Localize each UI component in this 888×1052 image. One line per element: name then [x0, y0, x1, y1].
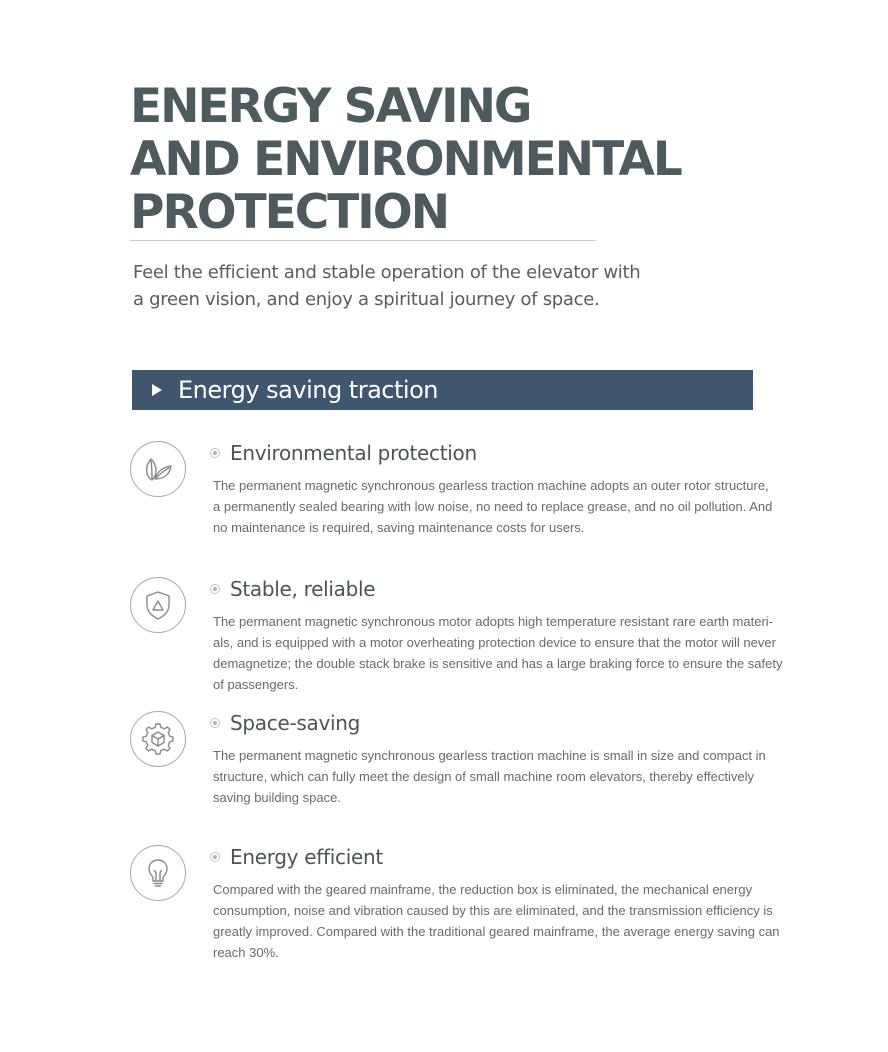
feature-description: [213, 879, 780, 963]
lightbulb-icon: [130, 845, 186, 901]
title-line: PROTECTION: [130, 185, 449, 240]
feature-description-line: The permanent magnetic synchronous gearless traction machine is small in size and compact in: [213, 748, 766, 763]
feature-title-row: [210, 711, 360, 735]
feature-description-line: saving building space.: [213, 790, 341, 805]
feature-description-line: consumption, noise and vibration caused by this are eliminated, and the transmission efficiency is: [213, 903, 773, 918]
feature-description-line: reach 30%.: [213, 945, 279, 960]
bullet-icon: [210, 584, 220, 594]
feature-description-line: als, and is equipped with a motor overheating protection device to ensure that the motor will never: [213, 635, 776, 650]
section-banner: [132, 370, 753, 410]
gear-cube-icon: [130, 711, 186, 767]
section-banner-label: Energy saving traction: [178, 376, 438, 404]
feature-description: [213, 475, 773, 538]
feature-description-line: Compared with the geared mainframe, the reduction box is eliminated, the mechanical energy: [213, 882, 753, 897]
intro-line: Feel the efficient and stable operation of the elevator with: [133, 262, 641, 283]
triangle-right-icon: [152, 384, 162, 396]
feature-description-line: structure, which can fully meet the design of small machine room elevators, thereby effectively: [213, 769, 754, 784]
shield-icon: [130, 577, 186, 633]
feature-title: Energy efficient: [230, 845, 383, 869]
bullet-icon: [210, 852, 220, 862]
feature-description-line: greatly improved. Compared with the traditional geared mainframe, the average energy saving can: [213, 924, 780, 939]
title-line: AND ENVIRONMENTAL: [130, 132, 681, 187]
feature-title: Environmental protection: [230, 441, 477, 465]
feature-title-row: [210, 441, 477, 465]
feature-description-line: a permanently sealed bearing with low noise, no need to replace grease, and no oil pollution. And: [213, 499, 773, 514]
feature-description-line: demagnetize; the double stack brake is sensitive and has a large braking force to ensure the safety: [213, 656, 783, 671]
feature-description: [213, 745, 773, 808]
intro-line: a green vision, and enjoy a spiritual journey of space.: [133, 289, 600, 310]
feature-title: Space-saving: [230, 711, 361, 735]
feature-description: [213, 611, 783, 695]
bullet-icon: [210, 718, 220, 728]
bullet-icon: [210, 448, 220, 458]
feature-description-line: no maintenance is required, saving maintenance costs for users.: [213, 520, 585, 535]
feature-description-line: The permanent magnetic synchronous motor adopts high temperature resistant rare earth materi-: [213, 614, 773, 629]
feature-description-line: The permanent magnetic synchronous gearless traction machine adopts an outer rotor structure,: [213, 478, 769, 493]
title-divider: [130, 240, 596, 241]
intro-text: [133, 259, 673, 313]
feature-title: Stable, reliable: [230, 577, 376, 601]
page-title: [130, 80, 681, 239]
feature-description-line: of passengers.: [213, 677, 299, 692]
leaves-icon: [130, 441, 186, 497]
feature-title-row: [210, 577, 375, 601]
feature-title-row: [210, 845, 383, 869]
title-line: ENERGY SAVING: [130, 79, 531, 134]
